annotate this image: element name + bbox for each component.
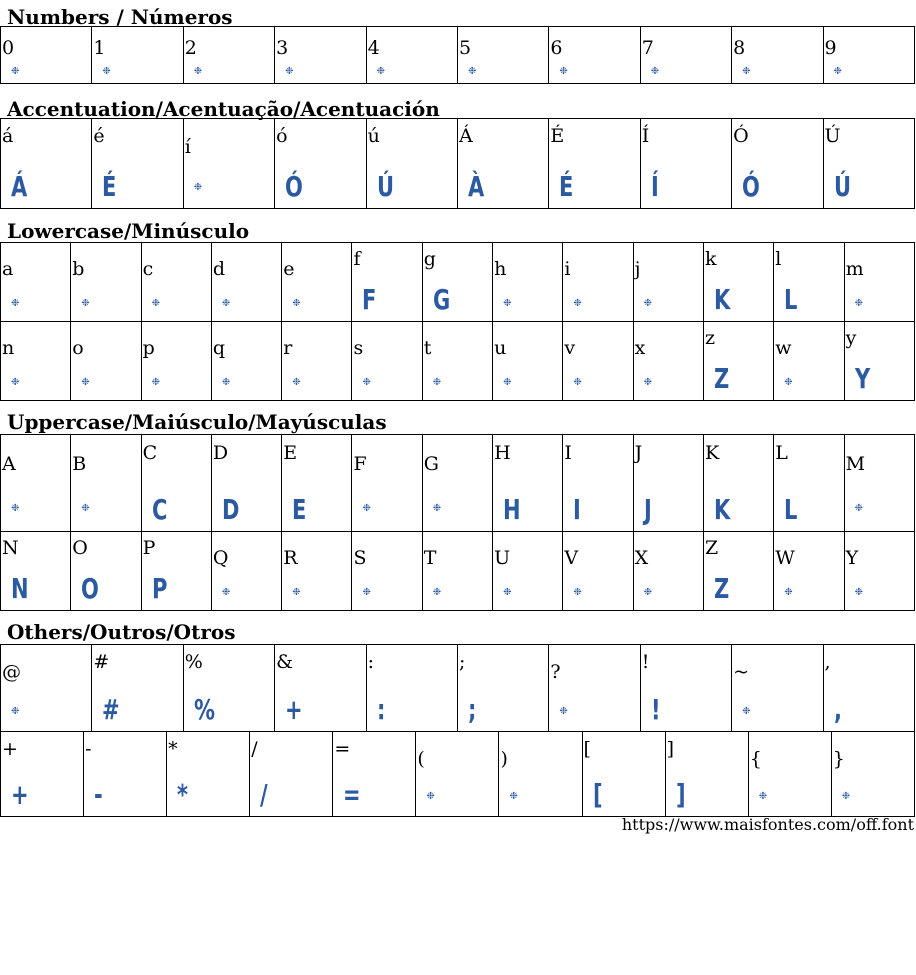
glyph-cell-4-0-0 [1, 645, 92, 732]
glyph-cell-4-1-8 [665, 732, 748, 817]
font-glyph-preview: ] [675, 778, 686, 811]
font-glyph-preview: D [221, 493, 240, 526]
glyph-cell-2-1-4 [282, 322, 352, 401]
character-label: s [353, 336, 364, 359]
missing-glyph-icon: ❉ [559, 705, 568, 717]
glyph-grid [0, 644, 915, 732]
character-label: % [184, 650, 203, 673]
glyph-cell-4-0-9 [823, 645, 914, 732]
glyph-grid [0, 434, 915, 611]
glyph-cell-3-1-4 [282, 532, 352, 611]
character-label: ) [500, 747, 508, 770]
character-label: S [353, 546, 367, 569]
character-label: w [775, 336, 792, 359]
missing-glyph-icon: ❉ [362, 377, 371, 389]
glyph-cell-3-0-1 [71, 435, 141, 532]
missing-glyph-icon: ❉ [292, 377, 301, 389]
font-glyph-preview: # [102, 693, 120, 726]
character-label: D [212, 441, 229, 464]
glyph-cell-1-0-3 [275, 119, 366, 209]
glyph-cell-2-1-11 [774, 322, 844, 401]
glyph-cell-3-1-11 [774, 532, 844, 611]
font-glyph-preview: É [559, 170, 574, 203]
character-label: o [72, 336, 84, 359]
glyph-cell-2-0-2 [141, 243, 211, 322]
missing-glyph-icon: ❉ [81, 298, 90, 310]
character-label: # [93, 650, 110, 673]
character-label: í [184, 135, 191, 158]
glyph-cell-3-1-7 [493, 532, 563, 611]
character-label: ; [458, 650, 466, 673]
glyph-cell-3-1-0 [1, 532, 71, 611]
character-label: z [704, 327, 715, 350]
missing-glyph-icon: ❉ [573, 587, 582, 599]
glyph-cell-2-0-6 [422, 243, 492, 322]
font-glyph-preview: - [94, 778, 103, 811]
glyph-cell-3-1-6 [422, 532, 492, 611]
font-glyph-preview: Y [854, 362, 870, 395]
character-label: é [93, 125, 105, 148]
character-label: p [142, 336, 155, 359]
font-glyph-preview: Á [11, 170, 28, 203]
character-label: / [251, 737, 258, 760]
glyph-cell-4-1-6 [499, 732, 582, 817]
missing-glyph-icon: ❉ [854, 298, 863, 310]
character-label: : [367, 650, 374, 673]
character-label: r [283, 336, 293, 359]
character-label: Ú [824, 125, 841, 148]
font-glyph-preview: N [11, 572, 29, 605]
font-glyph-preview: Ú [376, 170, 394, 203]
missing-glyph-icon: ❉ [784, 377, 793, 389]
character-label: C [142, 441, 158, 464]
character-label: b [72, 257, 85, 280]
font-glyph-preview: E [292, 493, 307, 526]
glyph-cell-3-0-8 [563, 435, 633, 532]
font-glyph-preview: : [376, 693, 385, 726]
section-title: Uppercase/Maiúsculo/Mayúsculas [7, 410, 387, 434]
missing-glyph-icon: ❉ [221, 377, 231, 389]
footer-url[interactable]: https://www.maisfontes.com/off.font [621, 815, 914, 834]
character-label: Á [458, 125, 473, 148]
glyph-cell-3-1-1 [71, 532, 141, 611]
glyph-cell-2-0-8 [563, 243, 633, 322]
glyph-cell-4-1-4 [333, 732, 416, 817]
character-label: R [283, 546, 298, 569]
character-label: e [283, 257, 295, 280]
character-label: ? [550, 661, 561, 684]
section-title: Lowercase/Minúsculo [7, 219, 250, 243]
font-glyph-preview: Z [713, 362, 730, 395]
missing-glyph-icon: ❉ [292, 298, 301, 310]
character-label: M [845, 453, 866, 476]
glyph-cell-4-0-8 [732, 645, 823, 732]
glyph-cell-0-0-5 [457, 27, 548, 84]
font-glyph-preview: Z [713, 572, 730, 605]
font-glyph-preview: = [343, 778, 361, 811]
font-glyph-preview: ; [467, 693, 477, 726]
character-label: * [168, 737, 178, 760]
font-glyph-preview: À [467, 170, 485, 203]
font-glyph-preview: , [833, 693, 842, 726]
missing-glyph-icon: ❉ [11, 705, 20, 717]
missing-glyph-icon: ❉ [432, 587, 442, 599]
character-label: Z [704, 537, 719, 560]
character-label: L [775, 441, 788, 464]
glyph-cell-4-0-7 [640, 645, 731, 732]
glyph-cell-3-0-10 [703, 435, 773, 532]
missing-glyph-icon: ❉ [81, 503, 90, 515]
glyph-cell-3-0-12 [844, 435, 914, 532]
glyph-cell-2-0-1 [71, 243, 141, 322]
glyph-cell-4-1-1 [84, 732, 167, 817]
character-label: É [550, 125, 565, 148]
missing-glyph-icon: ❉ [221, 587, 231, 599]
glyph-cell-4-1-10 [831, 732, 914, 817]
character-label: J [634, 441, 643, 464]
character-label: W [775, 546, 795, 569]
missing-glyph-icon: ❉ [742, 705, 751, 717]
character-label: B [72, 453, 87, 476]
glyph-cell-1-0-4 [366, 119, 457, 209]
character-label: K [704, 441, 720, 464]
character-label: t [423, 336, 432, 359]
glyph-cell-2-0-9 [633, 243, 703, 322]
glyph-cell-3-1-2 [141, 532, 211, 611]
font-glyph-preview: F [362, 283, 377, 316]
glyph-cell-3-1-5 [352, 532, 422, 611]
character-label: T [423, 546, 437, 569]
missing-glyph-icon: ❉ [467, 66, 477, 78]
glyph-cell-0-0-6 [549, 27, 640, 84]
font-glyph-preview: K [713, 493, 731, 526]
character-label: [ [583, 737, 591, 760]
glyph-cell-2-1-1 [71, 322, 141, 401]
glyph-cell-3-0-2 [141, 435, 211, 532]
character-label: 2 [184, 37, 197, 60]
missing-glyph-icon: ❉ [559, 66, 568, 78]
font-glyph-preview: O [81, 572, 100, 605]
glyph-cell-1-0-1 [92, 119, 183, 209]
character-label: { [749, 747, 762, 770]
glyph-cell-1-0-2 [183, 119, 274, 209]
section-title: Numbers / Números [7, 5, 233, 29]
character-label: f [353, 248, 361, 271]
character-label: ó [276, 125, 288, 148]
character-label: G [423, 453, 439, 476]
glyph-cell-4-0-1 [92, 645, 183, 732]
character-label: , [824, 650, 831, 673]
font-glyph-preview: J [643, 493, 652, 526]
glyph-cell-2-1-0 [1, 322, 71, 401]
character-label: g [423, 248, 436, 271]
glyph-cell-0-0-9 [823, 27, 914, 84]
glyph-cell-2-0-3 [211, 243, 281, 322]
character-label: 8 [733, 37, 746, 60]
glyph-cell-4-1-0 [1, 732, 84, 817]
missing-glyph-icon: ❉ [193, 182, 203, 194]
glyph-cell-3-0-3 [211, 435, 281, 532]
font-glyph-preview: G [432, 283, 451, 316]
glyph-cell-2-0-11 [774, 243, 844, 322]
missing-glyph-icon: ❉ [573, 377, 582, 389]
font-glyph-preview: / [260, 778, 268, 811]
font-glyph-preview: L [784, 283, 798, 316]
character-label: ( [417, 747, 425, 770]
glyph-cell-3-0-0 [1, 435, 71, 532]
missing-glyph-icon: ❉ [841, 791, 851, 803]
glyph-cell-0-0-4 [366, 27, 457, 84]
character-label: ~ [733, 661, 750, 684]
glyph-cell-4-1-9 [748, 732, 831, 817]
character-label: 9 [824, 37, 837, 60]
glyph-cell-3-0-4 [282, 435, 352, 532]
missing-glyph-icon: ❉ [509, 791, 518, 803]
missing-glyph-icon: ❉ [643, 587, 653, 599]
character-label: } [832, 747, 845, 770]
glyph-cell-1-0-0 [1, 119, 92, 209]
glyph-grid [0, 26, 915, 84]
missing-glyph-icon: ❉ [102, 66, 111, 78]
glyph-cell-2-0-10 [703, 243, 773, 322]
glyph-cell-0-0-8 [732, 27, 823, 84]
character-label: 6 [550, 37, 563, 60]
glyph-cell-3-0-9 [633, 435, 703, 532]
character-label: N [2, 537, 19, 560]
missing-glyph-icon: ❉ [854, 587, 863, 599]
glyph-cell-2-0-5 [352, 243, 422, 322]
character-label: 0 [2, 37, 15, 60]
character-label: ! [641, 650, 650, 673]
font-glyph-preview: L [784, 493, 798, 526]
missing-glyph-icon: ❉ [362, 587, 371, 599]
missing-glyph-icon: ❉ [758, 791, 768, 803]
missing-glyph-icon: ❉ [151, 298, 160, 310]
glyph-cell-3-0-5 [352, 435, 422, 532]
character-label: 3 [276, 37, 289, 60]
character-label: q [212, 336, 226, 359]
font-glyph-preview: % [193, 693, 215, 726]
missing-glyph-icon: ❉ [292, 587, 301, 599]
character-label: = [334, 737, 351, 760]
missing-glyph-icon: ❉ [742, 66, 751, 78]
font-glyph-preview: + [11, 778, 29, 811]
missing-glyph-icon: ❉ [643, 298, 653, 310]
character-label: X [634, 546, 649, 569]
character-label: V [564, 546, 579, 569]
glyph-cell-2-1-7 [493, 322, 563, 401]
font-glyph-preview: H [503, 493, 521, 526]
glyph-cell-1-0-7 [640, 119, 731, 209]
font-glyph-preview: + [285, 693, 303, 726]
character-label: F [353, 453, 367, 476]
character-label: Ó [733, 125, 749, 148]
glyph-cell-1-0-5 [457, 119, 548, 209]
character-label: c [142, 257, 154, 280]
character-label: u [494, 336, 507, 359]
missing-glyph-icon: ❉ [503, 298, 512, 310]
character-label: @ [2, 661, 21, 684]
character-label: 7 [641, 37, 654, 60]
missing-glyph-icon: ❉ [11, 298, 20, 310]
character-label: ] [666, 737, 675, 760]
glyph-cell-4-0-5 [457, 645, 548, 732]
missing-glyph-icon: ❉ [432, 503, 442, 515]
glyph-grid [0, 242, 915, 401]
character-label: Í [641, 125, 650, 148]
glyph-cell-3-0-6 [422, 435, 492, 532]
glyph-cell-1-0-6 [549, 119, 640, 209]
font-glyph-preview: Ú [833, 170, 851, 203]
character-label: & [276, 650, 294, 673]
character-label: E [283, 441, 298, 464]
glyph-cell-0-0-1 [92, 27, 183, 84]
font-glyph-preview: É [102, 170, 117, 203]
glyph-cell-0-0-3 [275, 27, 366, 84]
missing-glyph-icon: ❉ [11, 66, 20, 78]
glyph-cell-2-1-8 [563, 322, 633, 401]
missing-glyph-icon: ❉ [854, 503, 863, 515]
glyph-cell-2-1-12 [844, 322, 914, 401]
glyph-cell-0-0-7 [640, 27, 731, 84]
character-label: I [564, 441, 572, 464]
section-title: Others/Outros/Otros [7, 620, 236, 644]
character-label: i [564, 257, 571, 280]
missing-glyph-icon: ❉ [151, 377, 160, 389]
character-label: x [634, 336, 646, 359]
glyph-cell-3-1-3 [211, 532, 281, 611]
character-label: v [564, 336, 576, 359]
character-label: y [845, 327, 857, 350]
glyph-cell-2-1-2 [141, 322, 211, 401]
font-glyph-preview: * [177, 778, 189, 811]
font-glyph-preview: C [151, 493, 168, 526]
missing-glyph-icon: ❉ [11, 377, 20, 389]
missing-glyph-icon: ❉ [503, 587, 512, 599]
glyph-cell-1-0-9 [823, 119, 914, 209]
glyph-cell-4-1-2 [167, 732, 250, 817]
character-label: P [142, 537, 156, 560]
character-label: U [494, 546, 511, 569]
glyph-cell-4-0-6 [549, 645, 640, 732]
glyph-cell-2-1-6 [422, 322, 492, 401]
character-label: 1 [93, 37, 106, 60]
character-label: j [634, 257, 641, 280]
missing-glyph-icon: ❉ [784, 587, 793, 599]
character-label: d [212, 257, 226, 280]
glyph-grid [0, 118, 915, 209]
font-glyph-preview: [ [592, 778, 603, 811]
glyph-cell-0-0-2 [183, 27, 274, 84]
glyph-cell-4-0-3 [275, 645, 366, 732]
missing-glyph-icon: ❉ [643, 377, 653, 389]
missing-glyph-icon: ❉ [285, 66, 294, 78]
character-label: ú [367, 125, 380, 148]
missing-glyph-icon: ❉ [362, 503, 371, 515]
glyph-cell-2-1-5 [352, 322, 422, 401]
missing-glyph-icon: ❉ [193, 66, 203, 78]
missing-glyph-icon: ❉ [833, 66, 842, 78]
character-label: á [2, 125, 14, 148]
font-glyph-preview: Í [650, 170, 659, 203]
glyph-cell-4-0-4 [366, 645, 457, 732]
glyph-cell-3-1-8 [563, 532, 633, 611]
glyph-cell-2-0-7 [493, 243, 563, 322]
missing-glyph-icon: ❉ [81, 377, 90, 389]
missing-glyph-icon: ❉ [573, 298, 582, 310]
glyph-cell-4-0-2 [183, 645, 274, 732]
glyph-cell-3-1-10 [703, 532, 773, 611]
glyph-cell-0-0-0 [1, 27, 92, 84]
glyph-cell-2-1-9 [633, 322, 703, 401]
glyph-cell-4-1-5 [416, 732, 499, 817]
font-glyph-preview: Ó [285, 170, 304, 203]
character-label: A [2, 453, 16, 476]
glyph-cell-4-1-3 [250, 732, 333, 817]
glyph-cell-1-0-8 [732, 119, 823, 209]
glyph-cell-3-1-9 [633, 532, 703, 611]
font-glyph-preview: ! [650, 693, 661, 726]
character-label: H [494, 441, 511, 464]
section-title: Accentuation/Acentuação/Acentuación [7, 97, 440, 121]
character-label: Y [845, 546, 859, 569]
character-label: h [494, 257, 507, 280]
character-label: n [2, 336, 15, 359]
glyph-cell-3-0-11 [774, 435, 844, 532]
missing-glyph-icon: ❉ [503, 377, 512, 389]
missing-glyph-icon: ❉ [426, 791, 435, 803]
character-label: a [2, 257, 14, 280]
character-label: + [2, 737, 18, 760]
font-glyph-preview: I [573, 493, 582, 526]
glyph-cell-2-1-10 [703, 322, 773, 401]
glyph-cell-3-0-7 [493, 435, 563, 532]
missing-glyph-icon: ❉ [11, 503, 20, 515]
glyph-cell-2-0-4 [282, 243, 352, 322]
glyph-cell-4-1-7 [582, 732, 665, 817]
missing-glyph-icon: ❉ [221, 298, 231, 310]
glyph-cell-3-1-12 [844, 532, 914, 611]
font-glyph-preview: P [151, 572, 167, 605]
missing-glyph-icon: ❉ [650, 66, 660, 78]
character-label: Q [212, 546, 229, 569]
font-glyph-preview: Ó [742, 170, 760, 203]
character-label: l [775, 248, 782, 271]
character-label: m [845, 257, 864, 280]
glyph-cell-2-0-12 [844, 243, 914, 322]
character-label: - [85, 737, 92, 760]
character-label: 5 [458, 37, 472, 60]
missing-glyph-icon: ❉ [376, 66, 385, 78]
glyph-cell-2-1-3 [211, 322, 281, 401]
character-label: O [72, 537, 88, 560]
character-label: 4 [367, 37, 380, 60]
glyph-cell-2-0-0 [1, 243, 71, 322]
font-glyph-preview: K [713, 283, 731, 316]
glyph-grid [0, 731, 915, 817]
missing-glyph-icon: ❉ [432, 377, 442, 389]
character-label: k [704, 248, 717, 271]
